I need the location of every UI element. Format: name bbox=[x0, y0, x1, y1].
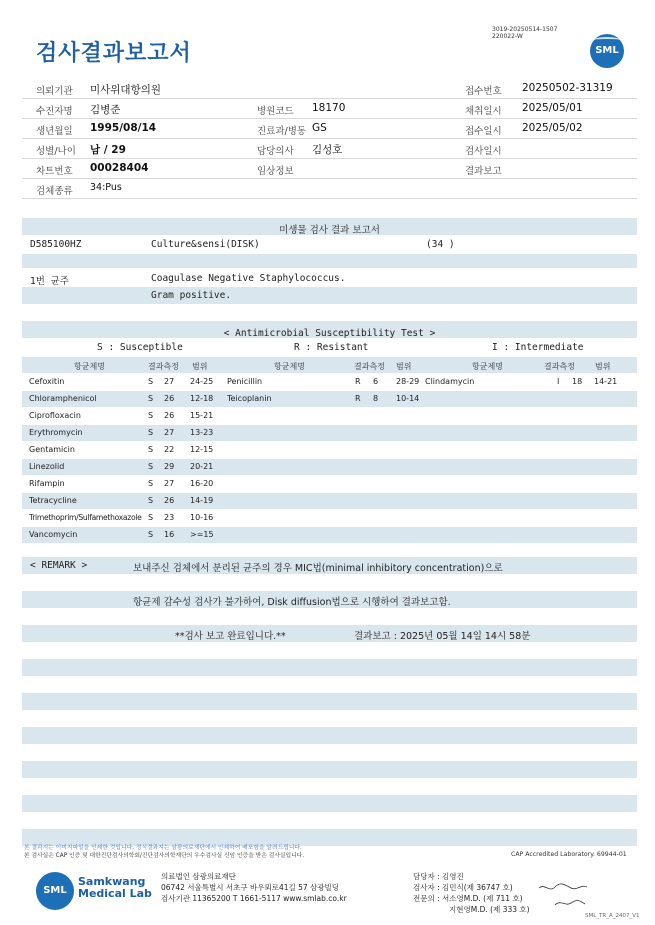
ast-stripe bbox=[22, 493, 637, 509]
tester: 검사자 : 김민식(제 36747 호) bbox=[413, 883, 513, 892]
patient-row-5 bbox=[22, 159, 637, 179]
specialist-2: 지현영M.D. (제 333 호) bbox=[449, 905, 530, 914]
col3-range-header: 범위 bbox=[595, 362, 611, 371]
legend-susceptible: S : Susceptible bbox=[97, 342, 183, 353]
col2-drug-header: 항균제명 bbox=[274, 362, 305, 371]
organism-row bbox=[22, 270, 637, 287]
chart-label: 차트번호 bbox=[36, 166, 73, 177]
micro-test-row bbox=[22, 236, 637, 253]
col1-range-header: 범위 bbox=[192, 362, 208, 371]
document-id-line1: 3019-20250514-1507 bbox=[492, 26, 558, 33]
drug-sir: S bbox=[148, 530, 154, 539]
drug-range: 20-21 bbox=[190, 462, 214, 471]
col2-range-header: 범위 bbox=[396, 362, 412, 371]
specimen-value: 34:Pus bbox=[90, 182, 122, 193]
drug-mm: 26 bbox=[164, 411, 175, 420]
receipt-date-value: 2025/05/02 bbox=[522, 122, 583, 134]
drug-range: 24-25 bbox=[190, 377, 214, 386]
clinical-label: 임상정보 bbox=[257, 166, 294, 177]
ast-stripe bbox=[22, 459, 637, 475]
hospital-code-label: 병원코드 bbox=[257, 106, 294, 117]
sml-logo: SML bbox=[590, 34, 624, 68]
drug-range: 28-29 bbox=[396, 377, 420, 386]
gram-band bbox=[22, 287, 637, 304]
signature-scribbles bbox=[535, 881, 595, 911]
ast-legend-row bbox=[22, 339, 637, 356]
report-complete: **검사 보고 완료입니다.** bbox=[175, 631, 286, 642]
sex-age-value: 남 / 29 bbox=[90, 144, 126, 156]
document-id-line2: 220022-W bbox=[492, 33, 523, 40]
patient-row-3 bbox=[22, 119, 637, 139]
empty-band bbox=[22, 693, 637, 710]
remark-label: < REMARK > bbox=[30, 560, 88, 571]
address-line3: 검사기관 11365200 T 1661-5117 www.smlab.co.kr bbox=[161, 894, 347, 903]
drug-range: 10-14 bbox=[396, 394, 420, 403]
test-count: (34 ) bbox=[426, 239, 455, 250]
col1-result-header: 결과측정 bbox=[148, 362, 179, 371]
birth-label: 생년월일 bbox=[36, 126, 73, 137]
drug-sir: S bbox=[148, 513, 154, 522]
drug-mm: 27 bbox=[164, 428, 175, 437]
drug-range: 10-16 bbox=[190, 513, 214, 522]
receipt-date-label: 접수일시 bbox=[465, 126, 502, 137]
sex-age-label: 성별/나이 bbox=[36, 146, 76, 157]
name-value: 김병준 bbox=[90, 104, 121, 116]
drug-name: Trimethoprim/Sulfamethoxazole bbox=[29, 513, 142, 522]
empty-band bbox=[22, 795, 637, 812]
drug-name: Cefoxitin bbox=[29, 377, 65, 386]
micro-section-header bbox=[22, 218, 637, 235]
address-line2: 06742 서울특별시 서초구 바우뫼로41길 57 삼광빌딩 bbox=[161, 883, 340, 892]
tester-signature bbox=[539, 884, 587, 889]
drug-range: 14-21 bbox=[594, 377, 618, 386]
empty-band bbox=[22, 727, 637, 744]
specialist-signature bbox=[555, 900, 585, 905]
footer-notice-2: 본 검사실은 CAP 인증 및 대한진단검사의학회/진단검사의학재단의 우수검사실 신임 인증을 받은 검사실입니다. bbox=[24, 853, 305, 859]
ast-stripe bbox=[22, 425, 637, 441]
drug-mm: 23 bbox=[164, 513, 175, 522]
drug-name: Erythromycin bbox=[29, 428, 83, 437]
drug-mm: 16 bbox=[164, 530, 175, 539]
drug-name: Rifampin bbox=[29, 479, 65, 488]
collect-date-value: 2025/05/01 bbox=[522, 102, 583, 114]
footer-notice-1: 본 결과지는 이미지파일을 인쇄한 것입니다. 정식결과지는 삼광의료재단에서 인쇄하여 배포함을 알려드립니다. bbox=[24, 845, 302, 851]
patient-row-2 bbox=[22, 99, 637, 119]
drug-sir: S bbox=[148, 496, 154, 505]
drug-name: Chloramphenicol bbox=[29, 394, 97, 403]
receipt-no-label: 접수번호 bbox=[465, 86, 502, 97]
drug-range: 12-18 bbox=[190, 394, 214, 403]
drug-name: Gentamicin bbox=[29, 445, 75, 454]
empty-band bbox=[22, 659, 637, 676]
col2-result-header: 결과측정 bbox=[354, 362, 385, 371]
institution-label: 의뢰기관 bbox=[36, 86, 73, 97]
ast-column-headers bbox=[22, 357, 637, 373]
drug-mm: 8 bbox=[373, 394, 379, 403]
lab-name-line2: Medical Lab bbox=[78, 887, 152, 900]
doctor-label: 담당의사 bbox=[257, 146, 294, 157]
lab-name bbox=[78, 876, 152, 900]
drug-sir: R bbox=[355, 377, 361, 386]
test-code: D585100HZ bbox=[30, 239, 82, 250]
test-name: Culture&sensi(DISK) bbox=[151, 239, 260, 250]
collect-date-label: 채취일시 bbox=[465, 106, 502, 117]
col3-result-header: 결과측정 bbox=[544, 362, 575, 371]
drug-name: Tetracycline bbox=[29, 496, 77, 505]
chart-value: 00028404 bbox=[90, 162, 149, 174]
drug-sir: S bbox=[148, 394, 154, 403]
document-id bbox=[492, 26, 557, 40]
drug-mm: 27 bbox=[164, 479, 175, 488]
specialist-1: 전문의 : 서소영M.D. (제 711 호) bbox=[413, 894, 523, 903]
signatories bbox=[413, 871, 530, 915]
empty-band bbox=[22, 761, 637, 778]
blank-band bbox=[22, 254, 637, 268]
legend-resistant: R : Resistant bbox=[294, 342, 369, 353]
patient-row-1 bbox=[22, 79, 637, 99]
drug-sir: S bbox=[148, 462, 154, 471]
address-line1: 의료법인 삼광의료재단 bbox=[161, 872, 236, 881]
drug-name: Ciprofloxacin bbox=[29, 411, 81, 420]
drug-name: Clindamycin bbox=[425, 377, 475, 386]
drug-mm: 22 bbox=[164, 445, 175, 454]
dept-label: 진료과/병동 bbox=[257, 126, 307, 137]
drug-sir: S bbox=[148, 479, 154, 488]
drug-sir: R bbox=[355, 394, 361, 403]
drug-range: 16-20 bbox=[190, 479, 214, 488]
hospital-code-value: 18170 bbox=[312, 102, 346, 114]
col1-drug-header: 항균제명 bbox=[74, 362, 105, 371]
form-id: SML_TR_A_2407_V1 bbox=[585, 913, 640, 919]
ast-stripe bbox=[22, 527, 637, 543]
samkwang-logo: SML bbox=[36, 872, 74, 910]
patient-row-6 bbox=[22, 179, 637, 199]
remark-row-2 bbox=[22, 591, 637, 608]
remark-line1: 보내주신 검체에서 분리된 균주의 경우 MIC법(minimal inhibitory concentration)으로 bbox=[133, 563, 503, 574]
institution-value: 미사위대항의원 bbox=[90, 84, 162, 96]
doctor-value: 김성호 bbox=[312, 144, 343, 156]
drug-mm: 18 bbox=[572, 377, 583, 386]
drug-name: Vancomycin bbox=[29, 530, 78, 539]
remark-line2: 항균제 감수성 검사가 불가하여, Disk diffusion법으로 시행하여 결과보고함. bbox=[133, 597, 451, 608]
lab-address bbox=[161, 871, 347, 904]
test-date-label: 검사일시 bbox=[465, 146, 502, 157]
drug-range: 12-15 bbox=[190, 445, 214, 454]
ast-stripe bbox=[22, 391, 637, 407]
ast-header bbox=[22, 321, 637, 338]
drug-name: Linezolid bbox=[29, 462, 65, 471]
drug-name: Penicillin bbox=[227, 377, 263, 386]
drug-sir: S bbox=[148, 411, 154, 420]
drug-mm: 26 bbox=[164, 394, 175, 403]
remark-row bbox=[22, 557, 637, 574]
receipt-no-value: 20250502-31319 bbox=[522, 82, 613, 94]
report-title: 검사결과보고서 bbox=[36, 41, 192, 66]
col3-drug-header: 항균제명 bbox=[472, 362, 503, 371]
drug-sir: I bbox=[557, 377, 560, 386]
drug-range: 15-21 bbox=[190, 411, 214, 420]
completion-row bbox=[22, 625, 637, 642]
drug-sir: S bbox=[148, 445, 154, 454]
drug-mm: 26 bbox=[164, 496, 175, 505]
dept-value: GS bbox=[312, 122, 327, 134]
ast-title: < Antimicrobial Susceptibility Test > bbox=[223, 328, 436, 339]
birth-value: 1995/08/14 bbox=[90, 122, 157, 134]
drug-mm: 6 bbox=[373, 377, 379, 386]
report-time: 결과보고 : 2025년 05월 14일 14시 58분 bbox=[354, 631, 531, 642]
organism-label: 1번 균주 bbox=[30, 276, 69, 287]
gram-stain: Gram positive. bbox=[151, 290, 232, 301]
drug-sir: S bbox=[148, 377, 154, 386]
organism-name: Coagulase Negative Staphylococcus. bbox=[151, 273, 346, 284]
drug-range: >=15 bbox=[190, 530, 214, 539]
result-report-label: 결과보고 bbox=[465, 166, 502, 177]
specimen-label: 검체종류 bbox=[36, 186, 73, 197]
drug-range: 13-23 bbox=[190, 428, 214, 437]
drug-mm: 27 bbox=[164, 377, 175, 386]
micro-section-title: 미생물 검사 결과 보고서 bbox=[279, 225, 380, 236]
drug-mm: 29 bbox=[164, 462, 175, 471]
drug-range: 14-19 bbox=[190, 496, 214, 505]
drug-name: Teicoplanin bbox=[227, 394, 272, 403]
patient-row-4 bbox=[22, 139, 637, 159]
manager: 담당자 : 김영진 bbox=[413, 872, 464, 881]
drug-sir: S bbox=[148, 428, 154, 437]
legend-intermediate: I : Intermediate bbox=[492, 342, 584, 353]
cap-accreditation: CAP Accredited Laboratory. 69944-01 bbox=[511, 851, 627, 858]
lab-name-line1: Samkwang bbox=[78, 875, 146, 888]
name-label: 수진자명 bbox=[36, 106, 73, 117]
